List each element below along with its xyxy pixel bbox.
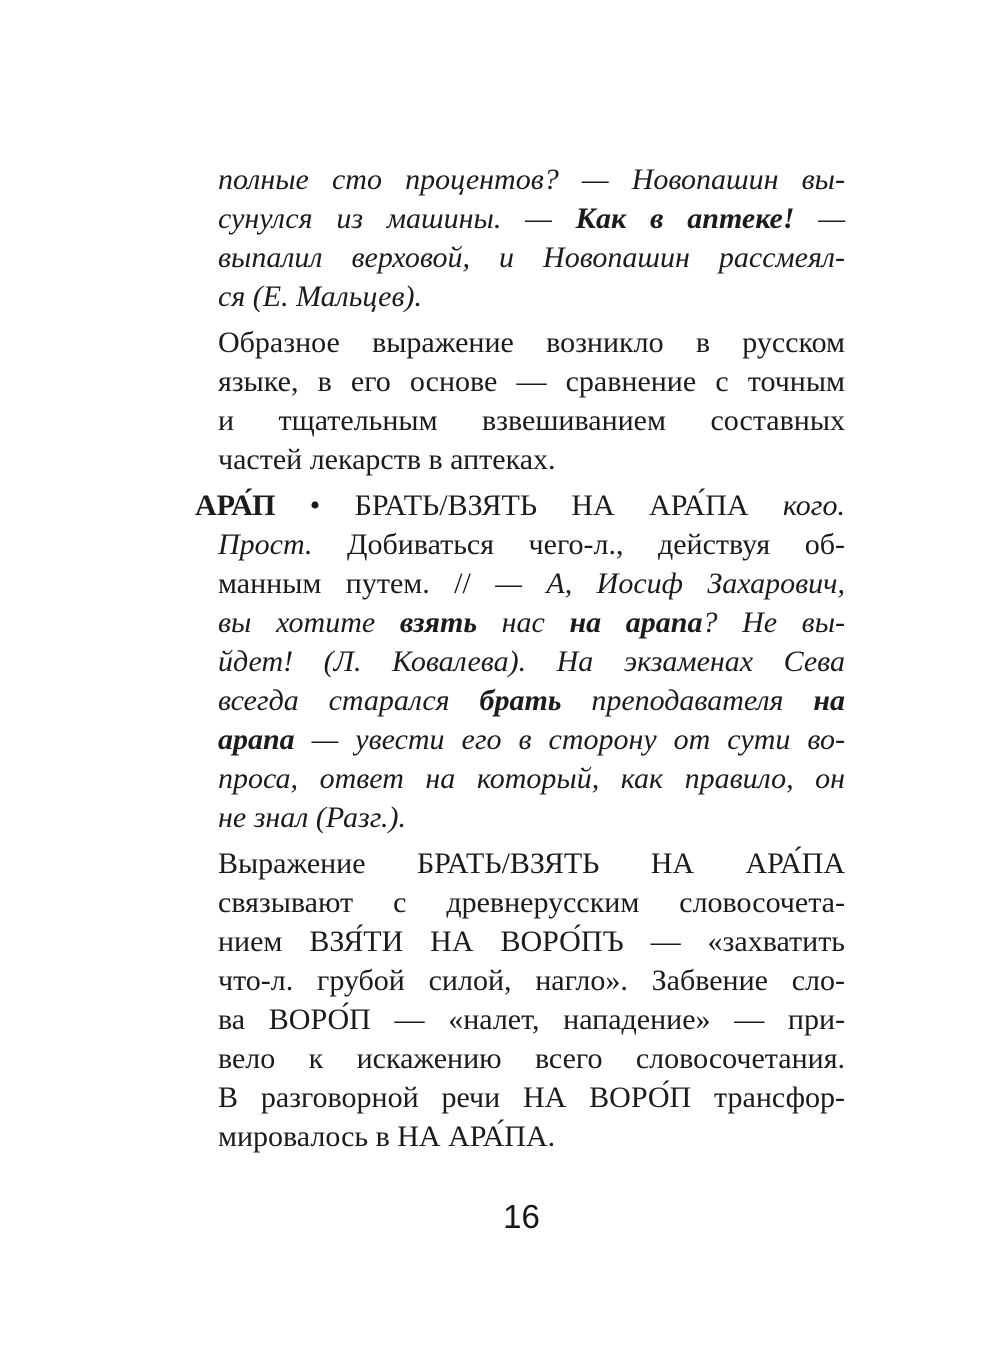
text-line — [218, 277, 845, 316]
text-segment: полные сто процентов? — Новопашин вы- — [218, 163, 845, 196]
text-line — [218, 603, 845, 642]
text-segment: Прост. — [218, 528, 313, 561]
text-segment: сунулся из машины. — — [218, 202, 576, 235]
text-line — [218, 199, 845, 238]
text-line — [218, 362, 845, 401]
text-segment: манным путем. // — [218, 567, 496, 600]
text-segment: кого. — [782, 489, 845, 522]
text-block — [195, 160, 846, 1156]
text-segment: Образное выражение возникло в русском — [218, 326, 845, 359]
text-segment: проса, ответ на который, как правило, он — [218, 762, 845, 795]
text-segment: арапа — [218, 723, 295, 756]
text-segment: — А, Иосиф Захарович, — [495, 567, 845, 600]
paragraph-etymology-arap — [218, 844, 845, 1156]
text-segment: Выражение БРАТЬ/ВЗЯТЬ НА АРА́ПА — [218, 847, 845, 880]
text-segment: на арапа — [569, 606, 703, 639]
text-line — [218, 883, 845, 922]
text-segment: ? Не вы- — [702, 606, 846, 639]
text-segment: мировалось в НА АРА́ПА. — [218, 1120, 556, 1153]
text-segment: взять — [399, 606, 478, 639]
text-segment: ся (Е. Мальцев). — [218, 280, 422, 313]
text-segment: что-л. грубой силой, нагло». Забвение сло- — [218, 964, 845, 997]
text-line — [218, 564, 845, 603]
text-segment: брать — [479, 684, 562, 717]
text-segment: не знал (Разг.). — [218, 801, 407, 834]
text-line — [218, 844, 845, 883]
text-segment: и тщательным взвешиванием составных — [218, 404, 845, 437]
text-line — [218, 720, 845, 759]
text-segment: • — [309, 489, 355, 522]
text-line — [218, 961, 845, 1000]
text-line — [218, 160, 845, 199]
text-line — [195, 486, 845, 525]
text-segment: нас — [477, 606, 570, 639]
text-segment: вы хотите — [218, 606, 400, 639]
text-line — [218, 681, 845, 720]
text-line — [218, 759, 845, 798]
text-line — [218, 401, 845, 440]
text-line — [218, 1117, 845, 1156]
text-segment: — увести его в сторону от сути во- — [294, 723, 845, 756]
text-segment: Добиваться чего-л., действуя об- — [312, 528, 845, 561]
text-segment: йдет! (Л. Ковалева). На экзаменах Сева — [218, 645, 845, 678]
text-segment: нием ВЗЯ́ТИ НА ВОРО́ПЪ — «захватить — [218, 925, 845, 958]
paragraph-quote-continuation-kak-v-apteke — [218, 160, 845, 316]
text-segment: выпалил верховой, и Новопашин рассмеял- — [218, 241, 845, 274]
text-segment: связывают с древнерусским словосочета- — [218, 886, 845, 919]
text-segment: языке, в его основе — сравнение с точным — [218, 365, 845, 398]
text-segment: ва ВОРО́П — «налет, нападение» — при- — [218, 1003, 845, 1036]
text-segment: преподавателя — [561, 684, 814, 717]
paragraph-etymology-kak-v-apteke — [218, 323, 845, 479]
text-line — [218, 323, 845, 362]
text-line — [218, 798, 845, 837]
text-segment: В разговорной речи НА ВОРО́П трансфор- — [218, 1081, 845, 1114]
text-line — [218, 1078, 845, 1117]
text-line — [218, 440, 845, 479]
text-segment: — — [794, 202, 845, 235]
text-line — [218, 525, 845, 564]
text-segment: вело к искажению всего словосочетания. — [218, 1042, 845, 1075]
text-line — [218, 642, 845, 681]
text-line — [218, 1000, 845, 1039]
text-line — [218, 922, 845, 961]
paragraph-entry-arap — [195, 486, 846, 837]
page-number: 16 — [503, 1198, 540, 1235]
text-line — [218, 238, 845, 277]
text-segment: на — [813, 684, 845, 717]
text-segment: Как в аптеке! — [575, 202, 795, 235]
text-segment: БРАТЬ/ВЗЯТЬ НА АРА́ПА — [354, 489, 783, 522]
text-segment: АРА́П — [195, 489, 310, 522]
text-segment: всегда старался — [218, 684, 480, 717]
text-segment: частей лекарств в аптеках. — [218, 443, 556, 476]
text-line — [218, 1039, 845, 1078]
